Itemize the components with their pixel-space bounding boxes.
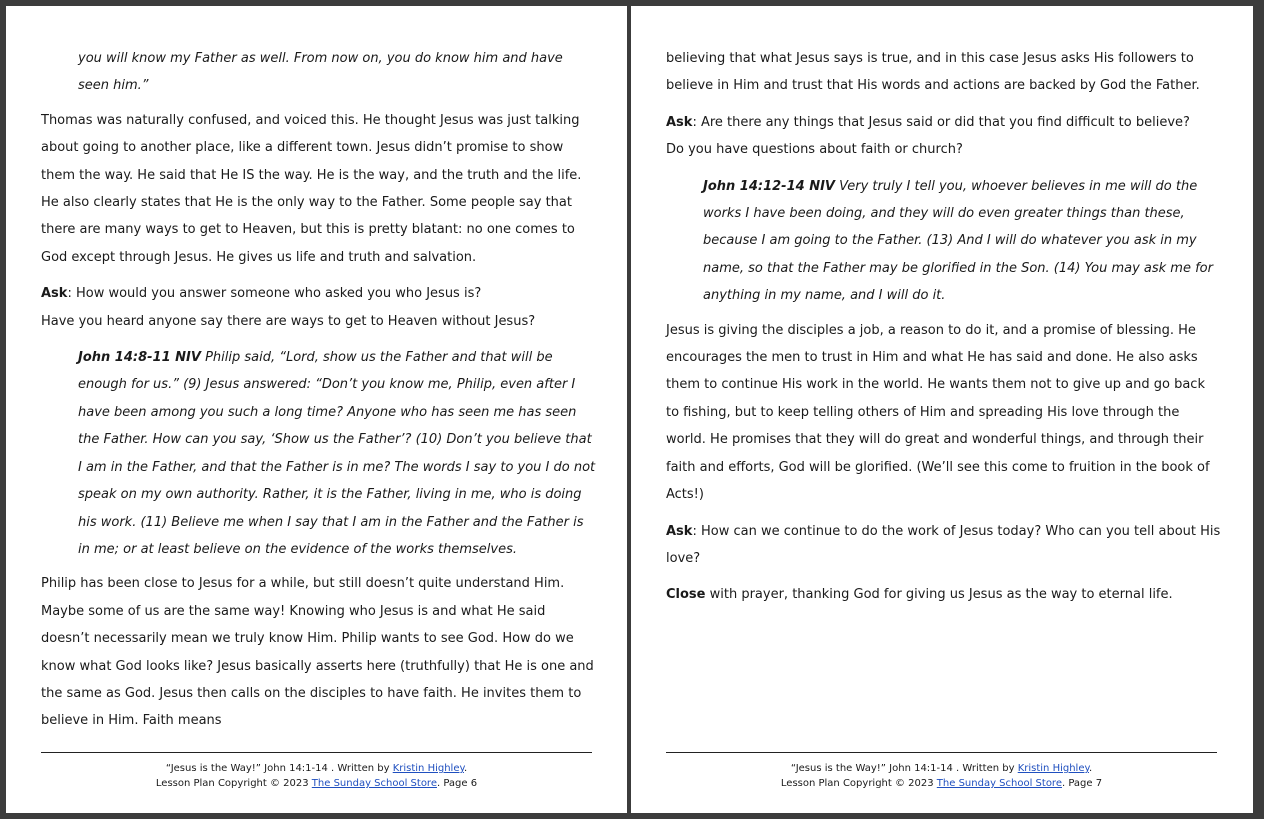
scripture-text: Philip said, “Lord, show us the Father and that will be enough for us.” (9) Jesus answered: “Don’t you know me, Philip, even after I have been among you such a long time? Anyone who has seen me has seen the Father. How can you say, ‘Show us the Father’? (10) Don’t you believe that I am in the Father, and that the Father is in me? The words I say to you I do not speak on my own authority. Rather, it is the Father, living in me, who is doing his work. (11) Believe me when I say that I am in the Father and the Father is in me; or at least believe on the evidence of the works themselves. [78,350,596,557]
scripture-reference: John 14:8-11 NIV [78,350,201,366]
footer-copyright: Lesson Plan Copyright © 2023 [155,778,312,789]
store-link[interactable]: The Sunday School Store [936,778,1062,789]
footer-line-1 [41,761,592,776]
paragraph-disciples-job: Jesus is giving the disciples a job, a reason to do it, and a promise of blessing. He encourages the men to trust in Him and what He has said and done. He also asks them to continue His work in the world. He wants them not to give up and go back to fishing, but to keep telling others of Him and spreading His love through the world. He promises that they will do great and wonderful things, and through their faith and efforts, God will be glorified. (We’ll see this come to fruition in the book of Acts!) [666,322,1210,503]
ask-label: Ask [666,114,693,130]
ask-text: : Are there any things that Jesus said or did that you find difficult to believe? [692,114,1190,130]
store-link[interactable]: The Sunday School Store [311,778,437,789]
footer-punct: . [1088,763,1093,774]
page-7-content [666,45,1222,618]
ask-label: Ask [41,286,68,302]
close-prayer [666,581,1222,608]
ask-text: : How can we continue to do the work of Jesus today? Who can you tell about His love? [666,523,1221,566]
footer-copyright: Lesson Plan Copyright © 2023 [780,778,937,789]
paragraph-philip: Philip has been close to Jesus for a while, but still doesn’t quite understand Him. Maybe some of us are the same way! Knowing who Jesus is and what He said doesn’t necessarily mean we truly know Him. Philip wants to see God. How do we know what God looks like? Jesus basically asserts here (truthfully) that He is one and the same as God. Jesus then calls on the disciples to have faith. He invites them to believe in Him. Faith means [41,576,594,729]
page-number: . Page 7 [1061,778,1103,789]
footer-punct: . [463,763,468,774]
scripture-quote [41,344,597,563]
page-number: . Page 6 [436,778,478,789]
scripture-reference: John 14:12-14 NIV [703,178,835,194]
ask-question-1 [666,109,1222,136]
scripture-text: Very truly I tell you, whoever believes in me will do the works I have been doing, and they will do even greater things than these, because I am going to the Father. (13) And I will do whatever you ask in my name, so that the Father may be glorified in the Son. (14) You may ask me for anything in my name, and I will do it. [703,178,1213,304]
footer-title: “Jesus is the Way!” John 14:1-14 . Written by [790,763,1018,774]
footer-line-1 [666,761,1217,776]
ask-question-2: Have you heard anyone say there are ways to get to Heaven without Jesus? [41,313,536,329]
author-link[interactable]: Kristin Highley [1017,763,1089,774]
page-footer [41,752,592,791]
close-label: Close [666,587,706,603]
page-footer [666,752,1217,791]
footer-line-2 [41,776,592,791]
ask-question-1 [41,280,597,307]
footer-line-2 [666,776,1217,791]
ask-question-2: Do you have questions about faith or church? [666,142,963,158]
ask-label: Ask [666,523,693,539]
page-7 [631,6,1253,813]
close-text: with prayer, thanking God for giving us Jesus as the way to eternal life. [705,587,1173,603]
footer-title: “Jesus is the Way!” John 14:1-14 . Written by [165,763,393,774]
quote-continuation: you will know my Father as well. From now on, you do know him and have seen him.” [78,51,563,94]
page-6 [6,6,627,813]
ask-text: : How would you answer someone who asked you who Jesus is? [67,286,482,302]
ask-question-3 [666,518,1222,573]
author-link[interactable]: Kristin Highley [392,763,464,774]
paragraph-believing: believing that what Jesus says is true, and in this case Jesus asks His followers to believe in Him and trust that His words and actions are backed by God the Father. [666,51,1200,94]
page-6-content [41,45,597,744]
paragraph-thomas: Thomas was naturally confused, and voiced this. He thought Jesus was just talking about going to another place, like a different town. Jesus didn’t promise to show them the way. He said that He IS the way. He is the way, and the truth and the life. He also clearly states that He is the only way to the Father. Some people say that there are many ways to get to Heaven, but this is pretty blatant: no one comes to God except through Jesus. He gives us life and truth and salvation. [41,112,582,265]
scripture-quote [666,173,1222,310]
